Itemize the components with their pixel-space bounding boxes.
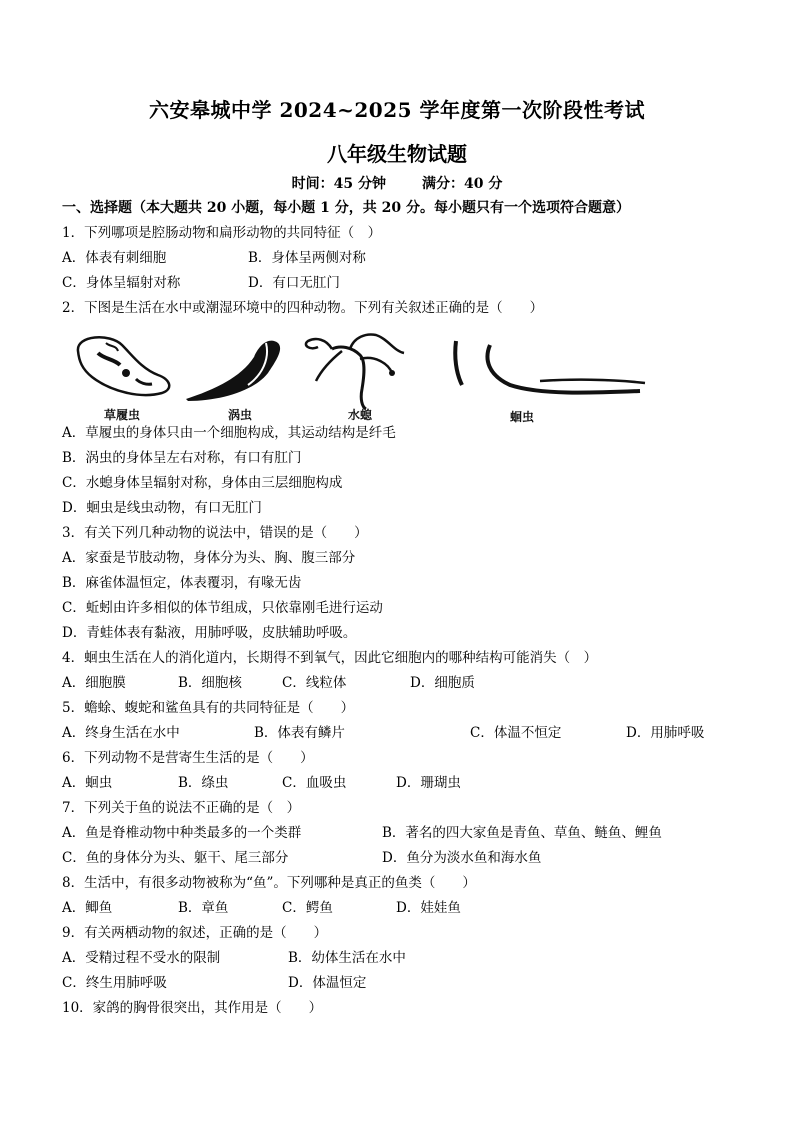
option-row: [62, 846, 752, 871]
exam-title: 六安皋城中学 2024~2025 学年度第一次阶段性考试: [148, 98, 645, 122]
animals-illustration: [70, 329, 650, 423]
option: A．终身生活在水中: [62, 725, 180, 741]
option: C．身体呈辐射对称: [62, 275, 181, 291]
question-stem: 5．蟾蜍、蝮蛇和鲨鱼具有的共同特征是（ ）: [62, 700, 355, 716]
option: A．家蚕是节肢动物，身体分为头、胸、腹三部分: [62, 550, 356, 566]
exam-score: 满分：40 分: [422, 176, 503, 192]
animals-figure: [62, 321, 752, 421]
option: D．青蛙体表有黏液，用肺呼吸，皮肤辅助呼吸。: [62, 625, 357, 641]
option: D．鱼分为淡水鱼和海水鱼: [382, 850, 542, 866]
option: A．细胞膜: [62, 675, 126, 691]
option: C．体温不恒定: [470, 725, 562, 741]
roundworm-illustration: [455, 341, 645, 393]
option: B．章鱼: [178, 900, 229, 916]
figure-label-paramecium: 草履虫: [104, 408, 141, 422]
question-stem: 9．有关两栖动物的叙述，正确的是（ ）: [62, 925, 328, 941]
option: D．用肺呼吸: [626, 725, 705, 741]
option: B．著名的四大家鱼是青鱼、草鱼、鲢鱼、鲤鱼: [382, 825, 662, 841]
option-row: [62, 246, 752, 271]
question-list: [62, 221, 752, 1021]
exam-time: 时间：45 分钟: [291, 176, 386, 192]
option-row: [62, 946, 752, 971]
option: B．细胞核: [178, 675, 242, 691]
option: D．有口无肛门: [248, 275, 340, 291]
option: A．草履虫的身体只由一个细胞构成，其运动结构是纤毛: [62, 425, 396, 441]
exam-meta: [0, 173, 794, 193]
option-row: [62, 971, 752, 996]
option: B．涡虫的身体呈左右对称，有口有肛门: [62, 450, 302, 466]
question-stem: 2．下图是生活在水中或潮湿环境中的四种动物。下列有关叙述正确的是（ ）: [62, 300, 544, 316]
question-stem: 8．生活中，有很多动物被称为“鱼”。下列哪种是真正的鱼类（ ）: [62, 875, 476, 891]
option: B．麻雀体温恒定，体表覆羽，有喙无齿: [62, 575, 302, 591]
question-stem: 7．下列关于鱼的说法不正确的是（ ）: [62, 800, 301, 816]
option: C．终生用肺呼吸: [62, 975, 167, 991]
exam-subtitle: 八年级生物试题: [327, 142, 467, 166]
option: B．体表有鳞片: [254, 725, 345, 741]
planarian-illustration: [186, 341, 280, 401]
option: A．体表有刺细胞: [62, 250, 167, 266]
option: C．鱼的身体分为头、躯干、尾三部分: [62, 850, 289, 866]
paramecium-illustration: [78, 337, 169, 395]
option: C．血吸虫: [282, 775, 347, 791]
hydra-illustration: [306, 335, 404, 409]
figure-label-roundworm: 蛔虫: [510, 410, 535, 423]
question-stem: 10．家鸽的胸骨很突出，其作用是（ ）: [62, 1000, 323, 1016]
option-row: [62, 721, 752, 746]
option: A．受精过程不受水的限制: [62, 950, 221, 966]
option: D．娃娃鱼: [396, 900, 461, 916]
option: C．蚯蚓由许多相似的体节组成，只依靠刚毛进行运动: [62, 600, 383, 616]
option: A．蛔虫: [62, 775, 113, 791]
option-row: [62, 271, 752, 296]
option: D．蛔虫是线虫动物，有口无肛门: [62, 500, 262, 516]
question-stem: 4．蛔虫生活在人的消化道内，长期得不到氧气，因此它细胞内的哪种结构可能消失（ ）: [62, 650, 598, 666]
option: D．体温恒定: [288, 975, 367, 991]
option: B．幼体生活在水中: [288, 950, 406, 966]
question-stem: 6．下列动物不是营寄生生活的是（ ）: [62, 750, 314, 766]
question-stem: 3．有关下列几种动物的说法中，错误的是（ ）: [62, 525, 368, 541]
option: C．水螅身体呈辐射对称，身体由三层细胞构成: [62, 475, 343, 491]
question-stem: 1．下列哪项是腔肠动物和扁形动物的共同特征（ ）: [62, 225, 382, 241]
option: C．线粒体: [282, 675, 347, 691]
option: D．珊瑚虫: [396, 775, 461, 791]
option: B．身体呈两侧对称: [248, 250, 366, 266]
option: C．鳄鱼: [282, 900, 333, 916]
option-row: [62, 771, 752, 796]
option: A．鱼是脊椎动物中种类最多的一个类群: [62, 825, 302, 841]
figure-label-hydra: 水螅: [348, 408, 373, 422]
option: A．鲫鱼: [62, 900, 113, 916]
section-heading: 一、选择题（本大题共 20 小题，每小题 1 分，共 20 分。每小题只有一个选项符合题意）: [62, 200, 630, 216]
option: B．绦虫: [178, 775, 229, 791]
option: D．细胞质: [410, 675, 475, 691]
option-row: [62, 671, 752, 696]
figure-label-planarian: 涡虫: [228, 408, 253, 422]
option-row: [62, 821, 752, 846]
option-row: [62, 896, 752, 921]
